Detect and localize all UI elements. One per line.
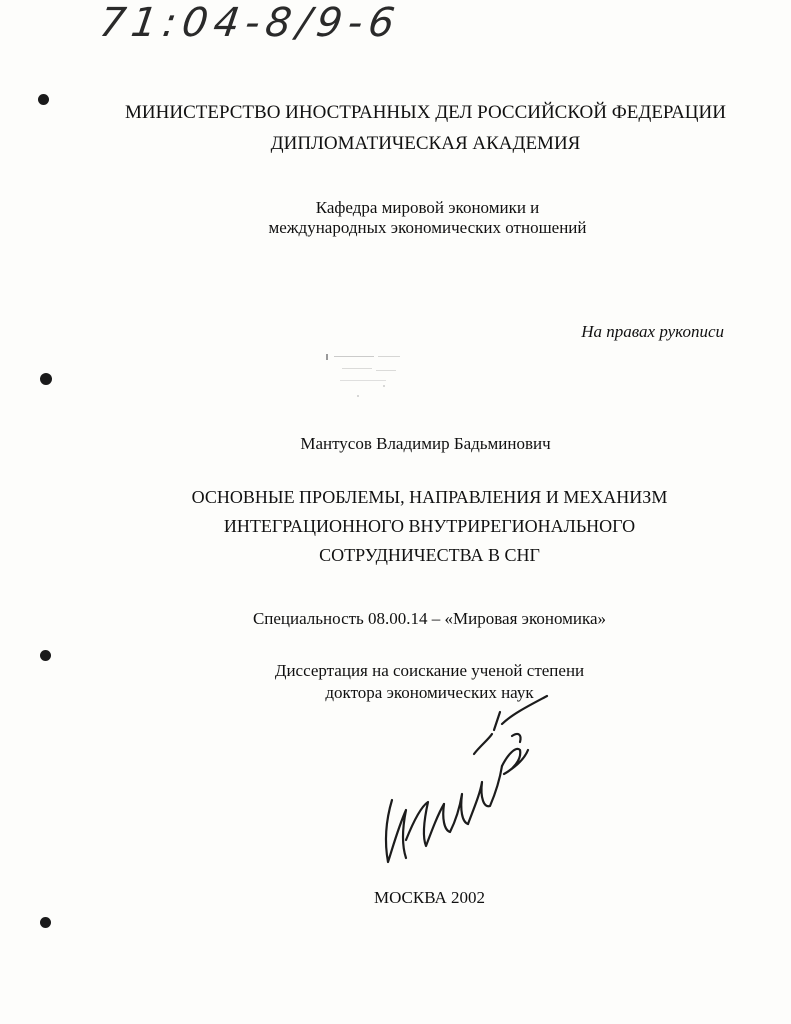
dissertation-title-line-3: СОТРУДНИЧЕСТВА В СНГ [319,545,540,565]
department-line-2: международных экономических отношений [268,218,587,237]
faded-stamp-specks [318,348,418,408]
dissertation-title-line-1: ОСНОВНЫЕ ПРОБЛЕМЫ, НАПРАВЛЕНИЯ И МЕХАНИЗМ [191,487,668,507]
punch-hole-3 [40,650,51,661]
author-signature [362,690,562,880]
degree-line-1: Диссертация на соискание ученой степени [274,661,585,680]
punch-hole-2 [40,373,52,385]
punch-hole-4 [40,917,51,928]
department-line-1: Кафедра мировой экономики и [315,198,540,217]
academy-heading: ДИПЛОМАТИЧЕСКАЯ АКАДЕМИЯ [270,133,581,154]
manuscript-rights-note: На правах рукописи [581,322,724,341]
specialty-line: Специальность 08.00.14 – «Мировая экономика» [252,609,607,628]
city-year: МОСКВА 2002 [373,888,486,907]
dissertation-title-line-2: ИНТЕГРАЦИОННОГО ВНУТРИРЕГИОНАЛЬНОГО [223,516,636,536]
author-name: Мантусов Владимир Бадьминович [300,434,551,453]
ministry-heading: МИНИСТЕРСТВО ИНОСТРАННЫХ ДЕЛ РОССИЙСКОЙ ФЕДЕРАЦИИ [125,102,726,123]
handwritten-catalog-code: 71:04-8/9-6 [96,0,404,46]
degree-line-2: доктора экономических наук [325,683,534,702]
